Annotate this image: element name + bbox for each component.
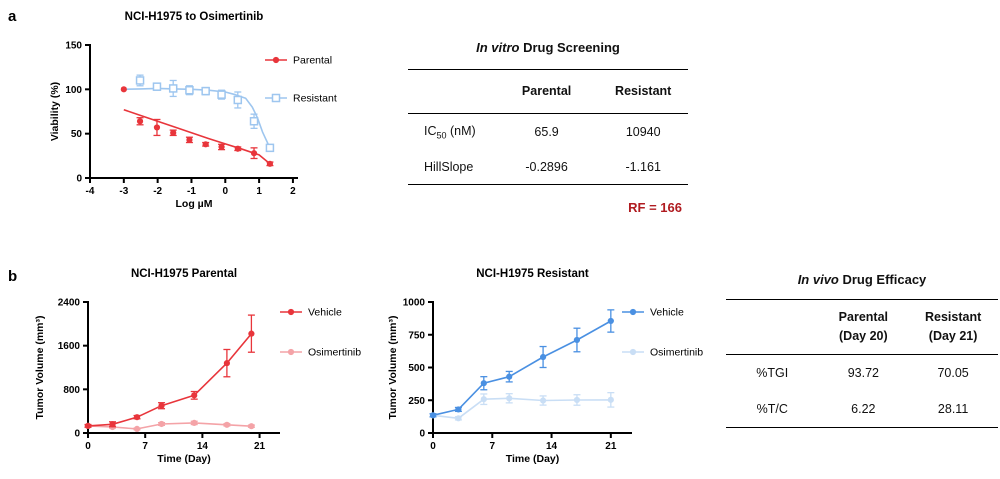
table-cell: 93.72 bbox=[847, 365, 879, 380]
legend bbox=[280, 307, 361, 359]
resistant-tumor-chart bbox=[385, 258, 725, 476]
legend-entry-vehicle bbox=[280, 307, 342, 319]
data-point-marker bbox=[186, 137, 192, 143]
data-point-marker bbox=[170, 85, 177, 92]
subscript: 50 bbox=[436, 130, 447, 141]
data-point-marker bbox=[540, 397, 546, 403]
x-tick-label: 14 bbox=[196, 441, 208, 452]
table-row bbox=[726, 391, 998, 428]
invitro-title-italic: In vitro bbox=[476, 40, 520, 55]
legend-entry-vehicle bbox=[622, 307, 684, 319]
panel-b-label: b bbox=[8, 268, 18, 285]
data-point-marker bbox=[481, 396, 487, 402]
invivo-table-body bbox=[726, 354, 998, 427]
data-point-marker bbox=[121, 86, 127, 92]
data-point-marker bbox=[248, 331, 254, 337]
series-vehicle bbox=[430, 310, 615, 419]
x-axis-title: Time (Day) bbox=[157, 453, 211, 465]
legend-label: Vehicle bbox=[650, 306, 684, 319]
axes bbox=[58, 298, 280, 453]
y-tick-label: 800 bbox=[63, 384, 80, 396]
legend-label: Resistant bbox=[293, 92, 337, 105]
data-point-marker bbox=[481, 380, 487, 386]
y-tick-label: 100 bbox=[65, 84, 82, 96]
data-point-marker bbox=[251, 150, 257, 156]
data-point-marker bbox=[218, 144, 224, 150]
data-point-marker bbox=[235, 146, 241, 152]
data-point-marker bbox=[430, 412, 436, 418]
data-point-marker bbox=[288, 309, 294, 315]
invitro-table-title bbox=[408, 40, 688, 55]
data-point-marker bbox=[137, 118, 143, 124]
data-point-marker bbox=[234, 96, 241, 103]
y-tick-label: 0 bbox=[76, 173, 82, 185]
data-point-marker bbox=[218, 91, 225, 98]
invivo-table-title bbox=[726, 272, 998, 287]
y-tick-label: 2400 bbox=[57, 297, 80, 309]
data-point-marker bbox=[134, 426, 140, 432]
header-line1: Resistant bbox=[924, 310, 982, 324]
header-line1: Parental bbox=[521, 84, 572, 98]
legend-label: Vehicle bbox=[308, 306, 342, 319]
x-tick-label: -1 bbox=[187, 186, 196, 197]
row-label: HillSlope bbox=[424, 160, 474, 175]
x-tick-label: -2 bbox=[153, 186, 163, 197]
data-point-marker bbox=[251, 118, 258, 125]
y-axis-title: Tumor Volume (mm³) bbox=[387, 315, 399, 420]
data-point-marker bbox=[224, 360, 230, 366]
legend-entry-parental bbox=[265, 55, 332, 67]
series-resistant bbox=[124, 75, 274, 151]
x-tick-label: 21 bbox=[605, 441, 617, 452]
dose-response-chart bbox=[28, 4, 388, 224]
table-header-cell bbox=[495, 70, 599, 114]
invivo-data-table bbox=[726, 299, 998, 428]
invitro-table-head bbox=[408, 70, 688, 114]
x-tick-label: 14 bbox=[545, 441, 558, 452]
data-point-marker bbox=[574, 397, 580, 403]
row-label: %T/C bbox=[756, 401, 788, 416]
data-point-marker bbox=[273, 95, 280, 102]
data-point-marker bbox=[267, 161, 273, 167]
x-tick-label: 7 bbox=[489, 441, 496, 452]
y-axis-title: Viability (%) bbox=[49, 81, 61, 142]
data-point-marker bbox=[158, 421, 164, 427]
header-line1: Resistant bbox=[615, 84, 672, 98]
y-tick-label: 0 bbox=[74, 428, 80, 440]
x-tick-label: 0 bbox=[430, 441, 436, 452]
data-point-marker bbox=[273, 57, 279, 63]
data-point-marker bbox=[186, 87, 193, 94]
data-point-marker bbox=[203, 141, 209, 147]
y-tick-label: 1000 bbox=[402, 297, 425, 309]
series-parental bbox=[121, 86, 274, 167]
panel-a-label: a bbox=[8, 8, 17, 25]
y-tick-label: 0 bbox=[419, 428, 425, 440]
legend-entry-osimertinib bbox=[280, 347, 361, 359]
resistance-factor-note: RF = 166 bbox=[628, 200, 682, 216]
chart-title: NCI-H1975 Resistant bbox=[476, 268, 589, 280]
data-point-marker bbox=[455, 415, 461, 421]
data-point-marker bbox=[630, 309, 636, 315]
fit-curve bbox=[124, 88, 270, 147]
chart-title: NCI-H1975 to Osimertinib bbox=[124, 11, 264, 23]
table-cell: 6.22 bbox=[851, 401, 876, 416]
x-tick-label: 0 bbox=[85, 441, 91, 452]
y-tick-label: 1600 bbox=[57, 341, 80, 353]
data-point-marker bbox=[266, 144, 273, 151]
axes bbox=[403, 298, 632, 453]
invivo-title-rest: Drug Efficacy bbox=[838, 272, 927, 287]
y-tick-label: 750 bbox=[408, 330, 425, 342]
table-header-cell bbox=[726, 300, 818, 355]
invitro-table-body bbox=[408, 113, 688, 185]
legend-label: Parental bbox=[293, 54, 333, 67]
invivo-table-head bbox=[726, 300, 998, 355]
data-point-marker bbox=[85, 423, 91, 429]
table-row bbox=[726, 354, 998, 391]
table-cell: 70.05 bbox=[937, 365, 969, 380]
data-point-marker bbox=[224, 422, 230, 428]
table-row bbox=[408, 150, 688, 185]
legend bbox=[622, 307, 703, 359]
series-line bbox=[88, 334, 251, 426]
invitro-table bbox=[408, 40, 688, 215]
data-point-marker bbox=[158, 403, 164, 409]
x-axis-title: Time (Day) bbox=[505, 453, 560, 465]
invivo-table bbox=[726, 272, 998, 428]
data-point-marker bbox=[191, 392, 197, 398]
header-line2: (Day 20) bbox=[839, 328, 888, 343]
x-tick-label: 2 bbox=[290, 186, 296, 197]
legend-entry-resistant bbox=[265, 93, 337, 105]
x-tick-label: -3 bbox=[119, 186, 129, 197]
table-cell: 65.9 bbox=[534, 125, 559, 139]
fit-curve bbox=[124, 110, 270, 164]
table-header-row bbox=[726, 300, 998, 355]
x-tick-label: 21 bbox=[254, 441, 266, 452]
table-row bbox=[408, 113, 688, 150]
invitro-title-rest: Drug Screening bbox=[519, 40, 620, 55]
x-axis-title: Log µM bbox=[175, 198, 213, 210]
legend-label: Osimertinib bbox=[650, 346, 704, 359]
data-point-marker bbox=[506, 374, 512, 380]
table-cell: 28.11 bbox=[937, 401, 969, 416]
table-header-cell bbox=[598, 70, 688, 114]
invitro-data-table bbox=[408, 69, 688, 185]
data-point-marker bbox=[248, 423, 254, 429]
legend-label: Osimertinib bbox=[308, 346, 362, 359]
row-label: $IC_{50}$ (nM) bbox=[424, 123, 476, 141]
y-tick-label: 50 bbox=[70, 129, 82, 141]
x-tick-label: 1 bbox=[256, 186, 262, 197]
row-label: %TGI bbox=[756, 365, 789, 380]
table-cell: 10940 bbox=[625, 125, 661, 139]
data-point-marker bbox=[506, 395, 512, 401]
table-header-cell bbox=[908, 300, 998, 355]
header-line2: (Day 21) bbox=[928, 328, 978, 343]
axes bbox=[65, 41, 298, 198]
data-point-marker bbox=[202, 88, 209, 95]
data-point-marker bbox=[455, 406, 461, 412]
data-point-marker bbox=[608, 397, 614, 403]
data-point-marker bbox=[137, 77, 144, 84]
y-tick-label: 250 bbox=[408, 395, 425, 407]
data-point-marker bbox=[191, 420, 197, 426]
data-point-marker bbox=[608, 318, 614, 324]
data-point-marker bbox=[134, 414, 140, 420]
x-tick-label: -4 bbox=[85, 186, 95, 197]
legend bbox=[265, 55, 337, 105]
y-tick-label: 150 bbox=[65, 40, 82, 52]
y-tick-label: 500 bbox=[408, 363, 425, 374]
series-line bbox=[433, 321, 611, 415]
header-line1: Parental bbox=[838, 310, 889, 324]
data-point-marker bbox=[630, 349, 636, 355]
data-point-marker bbox=[170, 130, 176, 136]
table-cell: -1.161 bbox=[625, 160, 661, 175]
table-header-row bbox=[408, 70, 688, 114]
legend-entry-osimertinib bbox=[622, 347, 703, 359]
data-point-marker bbox=[574, 337, 580, 343]
data-point-marker bbox=[153, 83, 160, 90]
y-axis-title: Tumor Volume (mm³) bbox=[34, 315, 46, 420]
table-header-cell bbox=[408, 70, 495, 114]
invivo-title-italic: In vivo bbox=[797, 272, 839, 287]
table-header-cell bbox=[818, 300, 908, 355]
series-vehicle bbox=[85, 315, 255, 429]
parental-tumor-chart bbox=[14, 258, 370, 476]
data-point-marker bbox=[154, 124, 160, 130]
x-tick-label: 0 bbox=[222, 186, 229, 197]
data-point-marker bbox=[540, 354, 546, 360]
chart-title: NCI-H1975 Parental bbox=[130, 268, 238, 280]
table-cell: -0.2896 bbox=[525, 160, 568, 175]
data-point-marker bbox=[109, 421, 115, 427]
data-point-marker bbox=[288, 349, 294, 355]
x-tick-label: 7 bbox=[142, 441, 148, 452]
